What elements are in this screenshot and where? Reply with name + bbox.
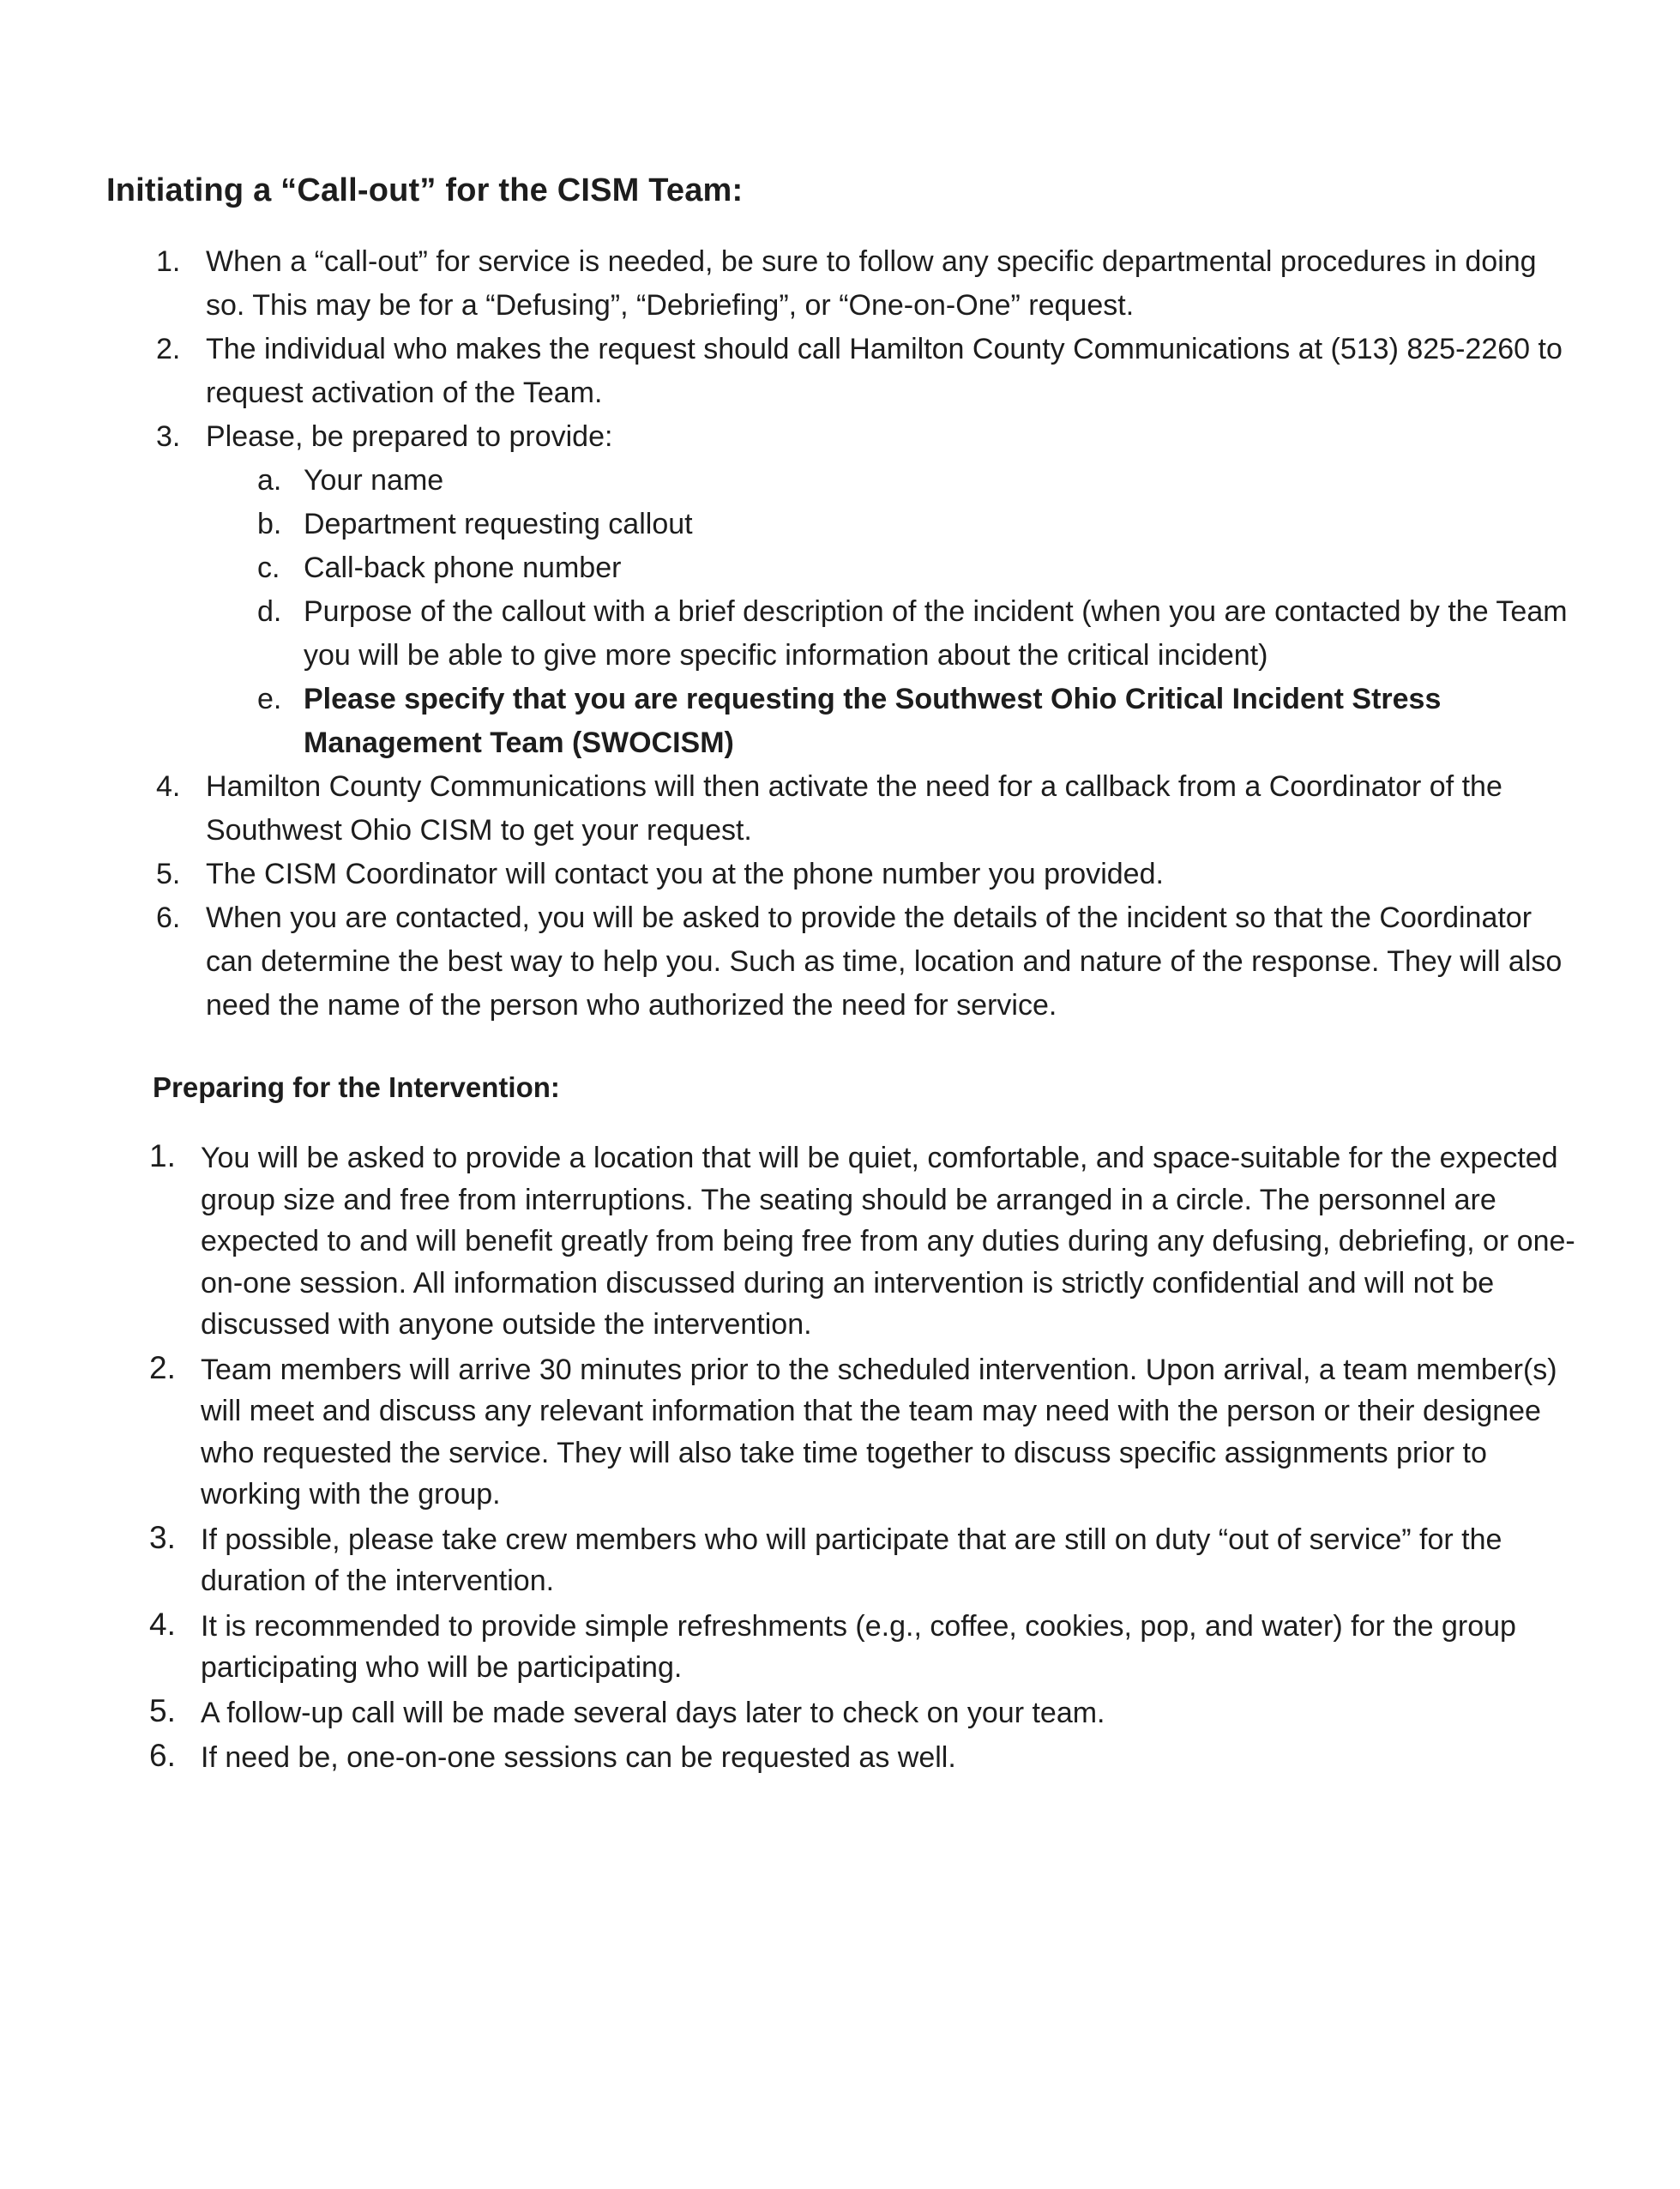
sublist-item	[254, 590, 1576, 678]
list-item	[153, 328, 1576, 415]
list-item	[148, 1692, 1588, 1734]
list-item	[153, 853, 1576, 896]
item-number: 1.	[156, 245, 181, 278]
sub-item-letter: d.	[257, 595, 282, 628]
preparing-steps-list	[148, 1137, 1588, 1779]
item-number: 3.	[149, 1519, 176, 1555]
list-item	[148, 1737, 1588, 1779]
list-item	[148, 1349, 1588, 1516]
item-text: If need be, one-on-one sessions can be requested as well.	[201, 1741, 956, 1774]
sub-item-text: Purpose of the callout with a brief description of the incident (when you are contacted by the Team you will be able to give more specific information about the critical incident)	[304, 595, 1568, 672]
item-number: 4.	[149, 1606, 176, 1642]
sub-item-letter: c.	[257, 552, 280, 584]
sub-item-text-emphasis: Please specify that you are requesting the Southwest Ohio Critical Incident Stress Management Team (SWOCISM)	[304, 683, 1442, 759]
list-item	[148, 1606, 1588, 1689]
list-item	[148, 1137, 1588, 1346]
sub-item-letter: a.	[257, 464, 282, 497]
sub-item-letter: e.	[257, 683, 282, 715]
list-item	[153, 240, 1576, 328]
list-item	[153, 765, 1576, 853]
item-text: A follow-up call will be made several days later to check on your team.	[201, 1696, 1105, 1729]
item-number: 5.	[149, 1692, 176, 1728]
item-text: When a “call-out” for service is needed, be sure to follow any specific departmental procedures in doing so. This may be for a “Defusing”, “Debriefing”, or “One-on-One” request.	[206, 245, 1537, 322]
sub-item-text: Call-back phone number	[304, 552, 622, 584]
section-title-preparing: Preparing for the Intervention:	[153, 1071, 560, 1103]
section-title-callout: Initiating a “Call-out” for the CISM Team:	[106, 172, 744, 208]
item-text: Team members will arrive 30 minutes prior to the scheduled intervention. Upon arrival, a team member(s) will meet and discuss any relevant information that the team may need with the person or their designee who requested the service. They will also take time together to discuss specific assignments prior to working with the group.	[201, 1353, 1557, 1511]
item-text: It is recommended to provide simple refreshments (e.g., coffee, cookies, pop, and water) for the group participating who will be participating.	[201, 1609, 1516, 1684]
sub-item-text: Department requesting callout	[304, 508, 693, 540]
list-item	[153, 415, 1576, 765]
item-number: 4.	[156, 770, 181, 803]
item-number: 2.	[156, 333, 181, 365]
item-number: 6.	[156, 902, 181, 934]
item-number: 6.	[149, 1738, 176, 1773]
sublist-item	[254, 503, 1576, 546]
sublist-item	[254, 546, 1576, 590]
item-text: The individual who makes the request should call Hamilton County Communications at (513) 825-2260 to request activation of the Team.	[206, 333, 1563, 409]
item-number: 3.	[156, 420, 181, 453]
provide-info-sublist	[254, 459, 1576, 765]
item-text: Please, be prepared to provide:	[206, 420, 613, 453]
sub-item-letter: b.	[257, 508, 282, 540]
sublist-item	[254, 678, 1576, 765]
item-text: The CISM Coordinator will contact you at the phone number you provided.	[206, 858, 1164, 890]
item-text: You will be asked to provide a location that will be quiet, comfortable, and space-suitable for the expected group size and free from interruptions. The seating should be arranged in a circle. The personnel are expected to and will benefit greatly from being free from any duties during any defusing, debriefing, or one-on-one session. All information discussed during an intervention is strictly confidential and will not be discussed with anyone outside the intervention.	[201, 1142, 1575, 1341]
item-number: 5.	[156, 858, 181, 890]
item-text: Hamilton County Communications will then activate the need for a callback from a Coordinator of the Southwest Ohio CISM to get your request.	[206, 770, 1502, 847]
item-number: 1.	[149, 1138, 176, 1173]
callout-steps-list	[153, 240, 1576, 1028]
item-text: If possible, please take crew members who will participate that are still on duty “out of service” for the duration of the intervention.	[201, 1523, 1502, 1597]
sub-item-text: Your name	[304, 464, 444, 497]
list-item	[148, 1519, 1588, 1602]
item-text: When you are contacted, you will be asked to provide the details of the incident so that the Coordinator can determine the best way to help you. Such as time, location and nature of the response. They will also need the name of the person who authorized the need for service.	[206, 902, 1563, 1022]
list-item	[153, 896, 1576, 1028]
item-number: 2.	[149, 1349, 176, 1385]
sublist-item	[254, 459, 1576, 503]
